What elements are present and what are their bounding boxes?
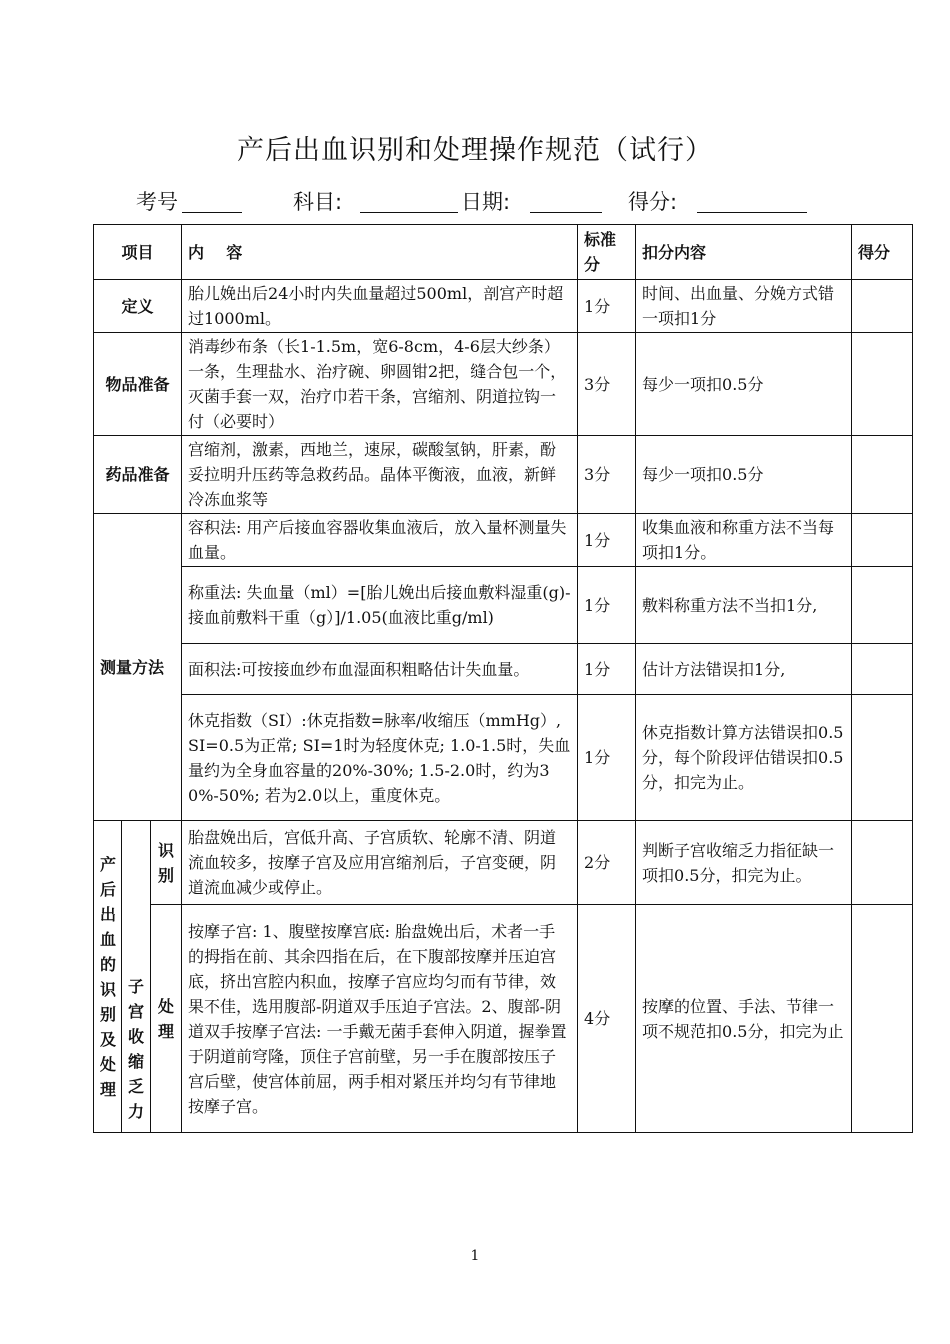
table-row xyxy=(94,280,913,333)
label-treat-text: 处理 xyxy=(158,996,175,1041)
deduction-cell: 收集血液和称重方法不当每项扣1分。 xyxy=(636,514,852,567)
subcategory-uterine-atony xyxy=(122,821,151,1133)
score-input-cell[interactable] xyxy=(852,567,913,644)
deduction-cell: 时间、出血量、分娩方式错一项扣1分 xyxy=(636,280,852,333)
scoring-table xyxy=(93,224,913,1133)
subject-label: 科目: xyxy=(293,190,343,214)
page-title: 产后出血识别和处理操作规范（试行） xyxy=(237,135,713,166)
category-measurement: 测量方法 xyxy=(94,514,182,821)
category-drugs: 药品准备 xyxy=(94,436,182,514)
header-deduction: 扣分内容 xyxy=(636,225,852,280)
table-row xyxy=(94,644,913,695)
table-row xyxy=(94,695,913,821)
content-cell: 宫缩剂，激素，西地兰，速尿，碳酸氢钠，肝素，酚妥拉明升压药等急救药品。晶体平衡液，血液，新鲜冷冻血浆等 xyxy=(182,436,578,514)
score-input-cell[interactable] xyxy=(852,280,913,333)
exam-info-line xyxy=(0,186,950,216)
label-identify-text: 识别 xyxy=(158,840,175,885)
standard-score-cell: 1分 xyxy=(578,695,636,821)
score-input-cell[interactable] xyxy=(852,436,913,514)
standard-score-cell: 4分 xyxy=(578,905,636,1133)
score-input-cell[interactable] xyxy=(852,514,913,567)
content-cell: 消毒纱布条（长1-1.5m，宽6-8cm，4-6层大纱条）一条，生理盐水、治疗碗、卵圆钳2把，缝合包一个，灭菌手套一双，治疗巾若干条，宫缩剂、阴道拉钩一付（必要时） xyxy=(182,333,578,436)
score-input-cell[interactable] xyxy=(852,905,913,1133)
header-content: 内 容 xyxy=(182,225,578,280)
table-row xyxy=(94,514,913,567)
page-number: 1 xyxy=(470,1248,480,1264)
score-field[interactable] xyxy=(697,212,807,213)
table-row xyxy=(94,821,913,905)
content-cell: 称重法: 失血量（ml）=[胎儿娩出后接血敷料湿重(g)-接血前敷料干重（g）]/1.05(血液比重g/ml) xyxy=(182,567,578,644)
subject-field[interactable] xyxy=(360,212,458,213)
deduction-cell: 敷料称重方法不当扣1分, xyxy=(636,567,852,644)
deduction-cell: 判断子宫收缩乏力指征缺一项扣0.5分，扣完为止。 xyxy=(636,821,852,905)
table-row xyxy=(94,333,913,436)
header-item: 项目 xyxy=(94,225,182,280)
standard-score-cell: 1分 xyxy=(578,514,636,567)
subcategory-text: 子宫收缩乏力 xyxy=(128,977,145,1121)
standard-score-cell: 1分 xyxy=(578,567,636,644)
standard-score-cell: 1分 xyxy=(578,644,636,695)
content-cell: 按摩子宫: 1、腹壁按摩宫底: 胎盘娩出后，术者一手的拇指在前、其余四指在后，在下腹部按摩并压迫宫底，挤出宫腔内积血，按摩子宫应均匀而有节律，效果不佳，选用腹部-阴道双手压迫子宫法。2、腹部-阴道双手按摩子宫法: 一手戴无菌手套伸入阴道，握拳置于阴道前穹隆，顶住子宫前壁，另一手在腹部按压子宫后壁，使宫体前屈，两手相对紧压并均匀有节律地按摩子宫。 xyxy=(182,905,578,1133)
content-cell: 胎盘娩出后，宫低升高、子宫质软、轮廓不清、阴道流血较多，按摩子宫及应用宫缩剂后，子宫变硬，阴道流血减少或停止。 xyxy=(182,821,578,905)
deduction-cell: 每少一项扣0.5分 xyxy=(636,436,852,514)
exam-no-label: 考号 xyxy=(136,190,178,214)
standard-score-cell: 3分 xyxy=(578,333,636,436)
content-cell: 面积法:可按接血纱布血湿面积粗略估计失血量。 xyxy=(182,644,578,695)
score-input-cell[interactable] xyxy=(852,695,913,821)
table-row xyxy=(94,436,913,514)
date-field[interactable] xyxy=(530,212,602,213)
standard-score-cell: 3分 xyxy=(578,436,636,514)
header-score: 得分 xyxy=(852,225,913,280)
score-input-cell[interactable] xyxy=(852,821,913,905)
deduction-cell: 按摩的位置、手法、节律一项不规范扣0.5分，扣完为止 xyxy=(636,905,852,1133)
content-cell: 容积法: 用产后接血容器收集血液后，放入量杯测量失血量。 xyxy=(182,514,578,567)
date-label: 日期: xyxy=(461,190,511,214)
content-cell: 休克指数（SI）:休克指数=脉率/收缩压（mmHg）,SI=0.5为正常; SI=1时为轻度休克; 1.0-1.5时，失血量约为全身血容量的20%-30%; 1.5-2.0时，约为30%-50%; 若为2.0以上，重度休克。 xyxy=(182,695,578,821)
score-input-cell[interactable] xyxy=(852,644,913,695)
standard-score-cell: 1分 xyxy=(578,280,636,333)
category-pph xyxy=(94,821,122,1133)
standard-score-cell: 2分 xyxy=(578,821,636,905)
score-input-cell[interactable] xyxy=(852,333,913,436)
label-identify xyxy=(151,821,182,905)
header-row xyxy=(94,225,913,280)
deduction-cell: 每少一项扣0.5分 xyxy=(636,333,852,436)
header-standard-score: 标准分 xyxy=(578,225,636,280)
score-label: 得分: xyxy=(628,190,678,214)
category-definition: 定义 xyxy=(94,280,182,333)
table-row xyxy=(94,567,913,644)
label-treat xyxy=(151,905,182,1133)
category-pph-text: 产后出血的识别及处理 xyxy=(100,854,117,1099)
table-row xyxy=(94,905,913,1133)
deduction-cell: 休克指数计算方法错误扣0.5分，每个阶段评估错误扣0.5分，扣完为止。 xyxy=(636,695,852,821)
category-supplies: 物品准备 xyxy=(94,333,182,436)
exam-no-field[interactable] xyxy=(182,212,242,213)
deduction-cell: 估计方法错误扣1分, xyxy=(636,644,852,695)
content-cell: 胎儿娩出后24小时内失血量超过500ml，剖宫产时超过1000ml。 xyxy=(182,280,578,333)
